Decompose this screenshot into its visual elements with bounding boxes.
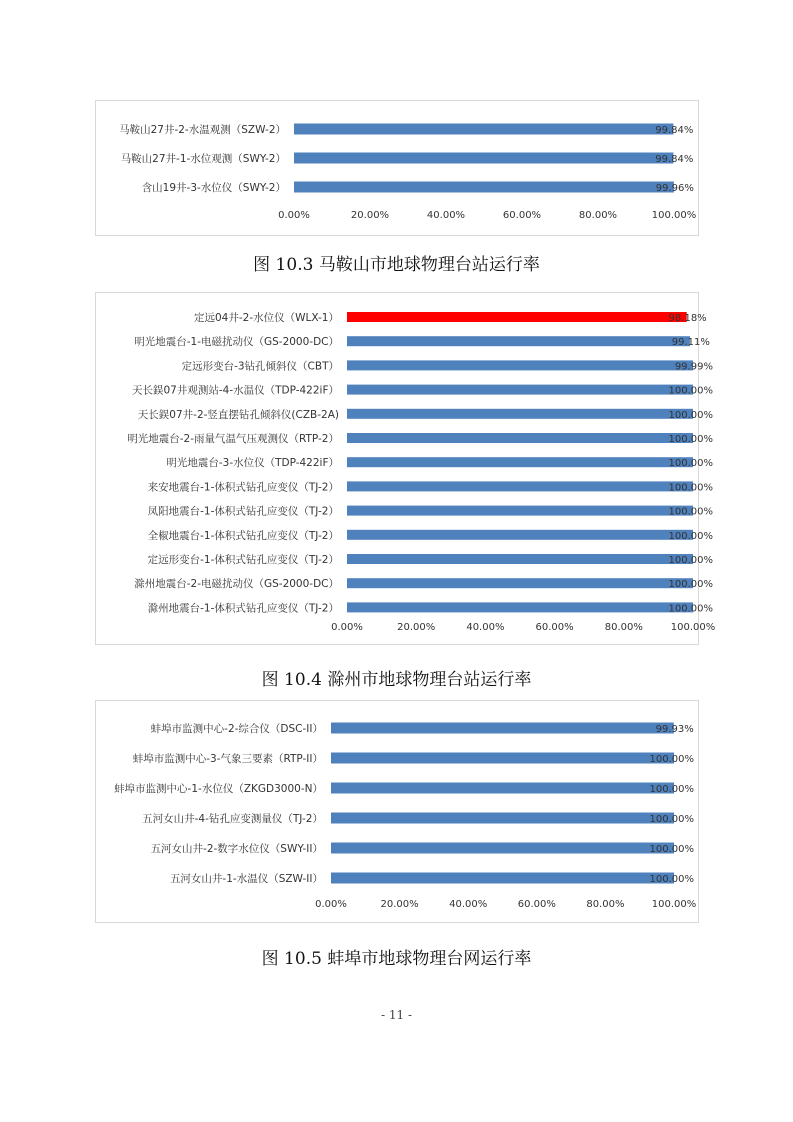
bar: [294, 153, 673, 164]
page-number: - 11 -: [380, 1008, 412, 1022]
chart-bengbu-svg: [96, 701, 700, 924]
x-tick-label: 20.00%: [350, 210, 390, 221]
category-label: 明光地震台-2-雨量气温气压观测仪（RTP-2）: [127, 433, 339, 445]
data-label: 99.93%: [655, 724, 694, 735]
data-label: 100.00%: [649, 874, 694, 885]
bar: [331, 873, 674, 884]
x-tick-label: 80.00%: [586, 899, 625, 910]
chart-chuzhou-svg: [96, 293, 716, 646]
data-label: 100.00%: [668, 458, 713, 470]
data-label: 100.00%: [668, 555, 713, 566]
category-label: 滁州地震台-2-电磁扰动仪（GS-2000-DC）: [134, 578, 339, 591]
category-label: 来安地震台-1-体积式钻孔应变仪（TJ-2）: [147, 481, 339, 494]
data-label: 100.00%: [649, 844, 694, 855]
bar: [347, 336, 690, 346]
category-label: 马鞍山27井-2-水温观测（SZW-2）: [119, 124, 286, 136]
data-label: 100.00%: [668, 409, 713, 421]
data-label: 100.00%: [668, 603, 713, 615]
data-label: 99.11%: [671, 337, 710, 349]
data-label: 100.00%: [668, 579, 713, 591]
data-label: 100.00%: [649, 814, 694, 825]
data-label: 100.00%: [649, 784, 694, 795]
data-label: 99.84%: [655, 154, 694, 165]
bar: [294, 182, 674, 193]
chart-chuzhou: [95, 292, 716, 645]
category-label: 含山19井-3-水位仪（SWY-2）: [141, 182, 286, 194]
category-label: 全椒地震台-1-体积式钻孔应变仪（TJ-2）: [147, 529, 339, 542]
category-label: 蚌埠市监测中心-1-水位仪（ZKGD3000-N）: [114, 783, 323, 795]
category-label: 明光地震台-1-电磁扰动仪（GS-2000-DC）: [134, 336, 339, 349]
x-tick-label: 20.00%: [380, 899, 419, 910]
category-label: 五河女山井-4-钻孔应变测量仪（TJ-2）: [142, 813, 323, 825]
bar: [347, 385, 693, 395]
category-label: 蚌埠市监测中心-3-气象三要素（RTP-II）: [132, 753, 323, 765]
x-tick-label: 100.00%: [670, 622, 716, 633]
x-tick-label: 80.00%: [604, 622, 643, 633]
bar: [347, 433, 693, 443]
category-label: 五河女山井-1-水温仪（SZW-II）: [169, 873, 323, 885]
figure-caption-10-4: 图 10.4 滁州市地球物理台站运行率: [261, 670, 532, 690]
x-tick-label: 0.00%: [278, 210, 310, 221]
bar: [294, 124, 673, 135]
x-tick-label: 60.00%: [502, 210, 542, 221]
bar: [347, 554, 693, 564]
x-tick-label: 100.00%: [651, 899, 697, 910]
category-label: 天长鋘07井-2-竖直摆钻孔倾斜仪(CZB-2A): [137, 408, 339, 421]
bar: [331, 813, 674, 824]
data-label: 100.00%: [668, 482, 713, 494]
x-tick-label: 0.00%: [315, 899, 347, 910]
bar: [331, 843, 674, 854]
chart-bengbu: [95, 700, 699, 923]
x-tick-label: 40.00%: [466, 622, 505, 633]
category-label: 定远形变台-1-体积式钻孔应变仪（TJ-2）: [147, 554, 339, 566]
data-label: 100.00%: [668, 434, 713, 445]
bar: [331, 753, 674, 764]
bar: [331, 783, 674, 794]
bar: [347, 409, 693, 419]
x-tick-label: 40.00%: [449, 899, 488, 910]
data-label: 100.00%: [668, 385, 713, 397]
chart-maanshan-svg: [96, 101, 700, 237]
bar: [347, 602, 693, 612]
x-tick-label: 60.00%: [535, 622, 574, 633]
x-tick-label: 20.00%: [397, 622, 436, 633]
category-label: 马鞍山27井-1-水位观测（SWY-2）: [120, 153, 286, 165]
bar: [347, 578, 693, 588]
data-label: 99.84%: [655, 125, 694, 136]
bar: [347, 312, 687, 322]
category-label: 天长鋘07井观测站-4-水温仪（TDP-422iF）: [131, 384, 339, 397]
data-label: 99.99%: [674, 361, 713, 373]
figure-caption-10-5: 图 10.5 蚌埠市地球物理台网运行率: [261, 949, 532, 969]
category-label: 蚌埠市监测中心-2-综合仪（DSC-II）: [150, 723, 323, 735]
bar: [347, 457, 693, 467]
x-tick-label: 80.00%: [578, 210, 618, 221]
data-label: 99.96%: [655, 183, 694, 194]
x-tick-label: 0.00%: [331, 622, 363, 633]
bar: [347, 506, 693, 516]
category-label: 滁州地震台-1-体积式钻孔应变仪（TJ-2）: [147, 602, 339, 615]
x-tick-label: 100.00%: [651, 210, 697, 221]
data-label: 100.00%: [668, 506, 713, 518]
category-label: 凤阳地震台-1-体积式钻孔应变仪（TJ-2）: [147, 505, 339, 518]
category-label: 明光地震台-3-水位仪（TDP-422iF）: [166, 457, 339, 470]
category-label: 定远形变台-3钻孔倾斜仪（CBT）: [181, 360, 339, 373]
x-tick-label: 60.00%: [517, 899, 556, 910]
bar: [347, 481, 693, 491]
category-label: 五河女山井-2-数字水位仪（SWY-II）: [150, 843, 323, 855]
figure-caption-10-3: 图 10.3 马鞍山市地球物理台站运行率: [253, 255, 540, 275]
x-tick-label: 40.00%: [426, 210, 466, 221]
bar: [347, 360, 693, 370]
data-label: 100.00%: [668, 530, 713, 542]
category-label: 定远04井-2-水位仪（WLX-1）: [194, 312, 339, 324]
data-label: 100.00%: [649, 754, 694, 765]
bar: [331, 723, 674, 734]
bar: [347, 530, 693, 540]
data-label: 98.18%: [668, 313, 707, 324]
chart-maanshan: [95, 100, 699, 236]
